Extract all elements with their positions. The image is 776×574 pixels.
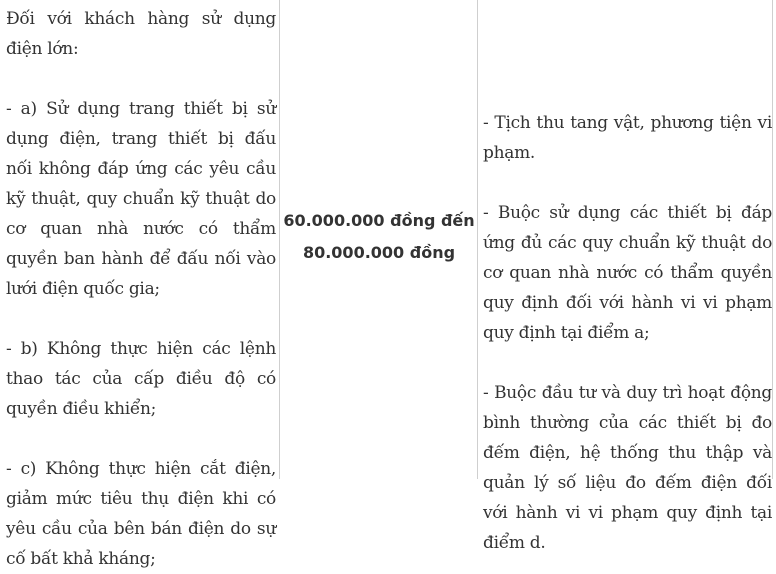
fine-amount-line-1: 60.000.000 đồng đến [283,211,475,230]
violation-item-c: - c) Không thực hiện cắt điện, giảm mức tiêu thụ điện khi có yêu cầu của bên bán điện do sự cố bất khả kháng; [6,459,276,569]
remedy-measure-1: - Tịch thu tang vật, phương tiện vi phạm. [483,113,772,163]
violation-cell [6,4,276,574]
fine-amount [283,205,475,269]
remedy-cell [483,108,772,558]
remedy-measure-2: - Buộc sử dụng các thiết bị đáp ứng đủ các quy chuẩn kỹ thuật do cơ quan nhà nước có thẩm quyền quy định đối với hành vi vi phạm quy định tại điểm a; [483,203,772,343]
remedy-measure-3: - Buộc đầu tư và duy trì hoạt động bình thường của các thiết bị đo đếm điện, hệ thống thu thập và quản lý số liệu đo đếm điện đối với hành vi vi phạm quy định tại điểm d. [483,383,772,553]
violation-item-b: - b) Không thực hiện các lệnh thao tác của cấp điều độ có quyền điều khiển; [6,339,276,419]
fine-amount-line-2: 80.000.000 đồng [302,243,456,262]
violation-item-a: - a) Sử dụng trang thiết bị sử dụng điện, trang thiết bị đấu nối không đáp ứng các yêu cầu kỹ thuật, quy chuẩn kỹ thuật do cơ quan nhà nước có thẩm quyền ban hành để đấu nối vào lưới điện quốc gia; [6,99,276,299]
violation-intro: Đối với khách hàng sử dụng điện lớn: [6,9,276,59]
